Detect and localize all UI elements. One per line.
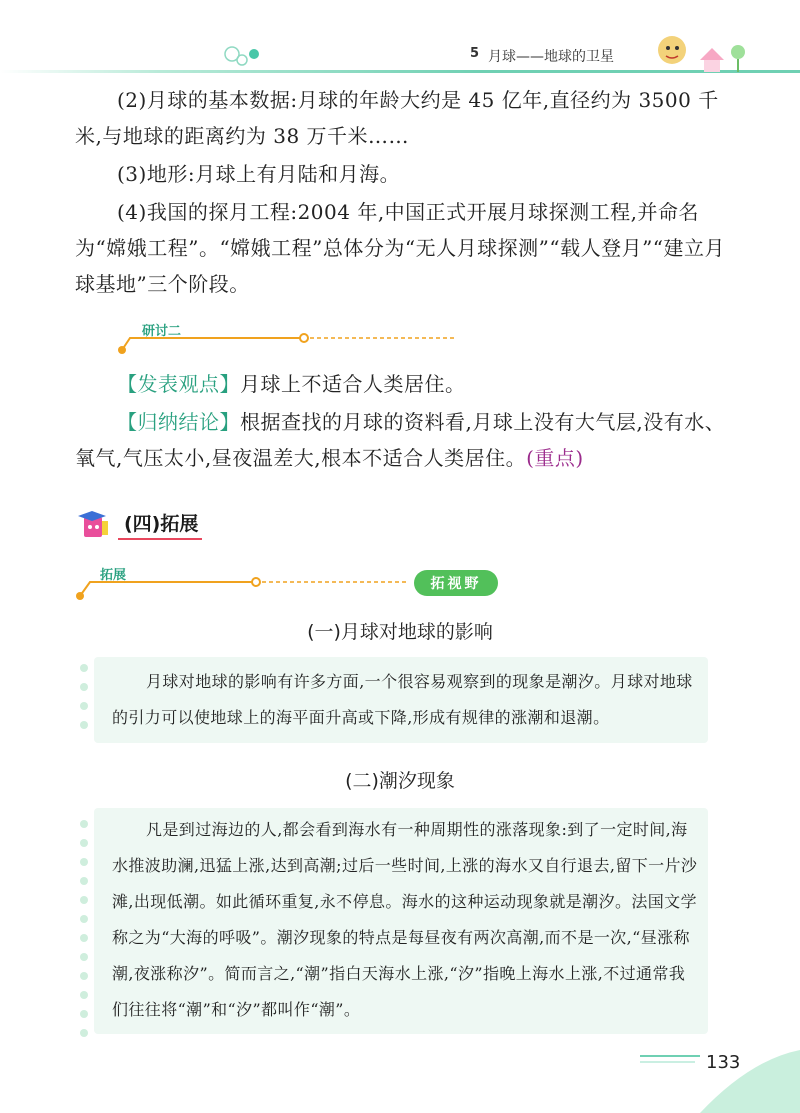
graduate-book-icon — [78, 507, 112, 541]
badge-text: 拓视野 — [430, 576, 482, 592]
viewpoint-text: 月球上不适合人类居住。 — [240, 372, 466, 396]
paragraph-lunar-program: (4)我国的探月工程:2004 年,中国正式开展月球探测工程,并命名为“嫦娥工程”。“嫦娥工程”总体分为“无人月球探测”“载人登月”“建立月球基地”三个阶段。 — [75, 200, 726, 296]
conclusion-tag: 【归纳结论】 — [117, 410, 240, 434]
info-box-tides — [94, 808, 708, 1034]
chapter-title: 月球——地球的卫星 — [488, 49, 614, 65]
box2-text: 凡是到过海边的人,都会看到海水有一种周期性的涨落现象:到了一定时间,海水推波助澜,迅猛上涨,达到高潮;过后一些时间,上涨的海水又自行退去,留下一片沙滩,出现低潮。如此循环重复,永不停息。海水的这种运动现象就是潮汐。法国文学称之为“大海的呼吸”。潮汐现象的特点是每昼夜有两次高潮,而不是一次,“昼涨称潮,夜涨称汐”。简而言之,“潮”指白天海水上涨,“汐”指晚上海水上涨,不过通常我们往往将“潮”和“汐”都叫作“潮”。 — [112, 820, 698, 1019]
heading-tides: (二)潮汐现象 — [345, 770, 455, 792]
conclusion-text: 根据查找的月球的资料看,月球上没有大气层,没有水、氧气,气压太小,昼夜温差大,根本不适合人类居住。 — [75, 410, 726, 470]
chapter-number: 5 — [470, 46, 480, 61]
section-title-text: (四)拓展 — [118, 509, 202, 540]
extension-divider — [72, 568, 412, 604]
box1-bullets — [80, 664, 90, 740]
conclusion-paragraph — [75, 404, 727, 476]
box1-text: 月球对地球的影响有许多方面,一个很容易观察到的现象是潮汐。月球对地球的引力可以使地球上的海平面升高或下降,形成有规律的涨潮和退潮。 — [112, 672, 693, 727]
extension-label: 拓展 — [100, 568, 127, 583]
paragraph-terrain: (3)地形:月球上有月陆和月海。 — [117, 162, 401, 186]
discussion-label: 研讨二 — [142, 324, 182, 339]
corner-decoration — [640, 1040, 800, 1113]
info-box-moon-influence — [94, 657, 708, 743]
cartoon-house-icon — [650, 30, 760, 75]
heading-moon-influence: (一)月球对地球的影响 — [307, 621, 493, 643]
page-number: 133 — [706, 1052, 741, 1073]
discussion-divider — [112, 330, 472, 360]
box2-bullets — [80, 820, 90, 1048]
bubble-dots-icon — [212, 40, 272, 70]
viewpoint-tag: 【发表观点】 — [117, 372, 240, 396]
paragraph-basic-data: (2)月球的基本数据:月球的年龄大约是 45 亿年,直径约为 3500 千米,与地球的距离约为 38 万千米…… — [75, 88, 719, 148]
broaden-view-badge — [414, 570, 498, 596]
key-point-mark: (重点) — [526, 446, 584, 470]
section-title — [78, 506, 202, 542]
viewpoint-paragraph — [75, 366, 727, 402]
